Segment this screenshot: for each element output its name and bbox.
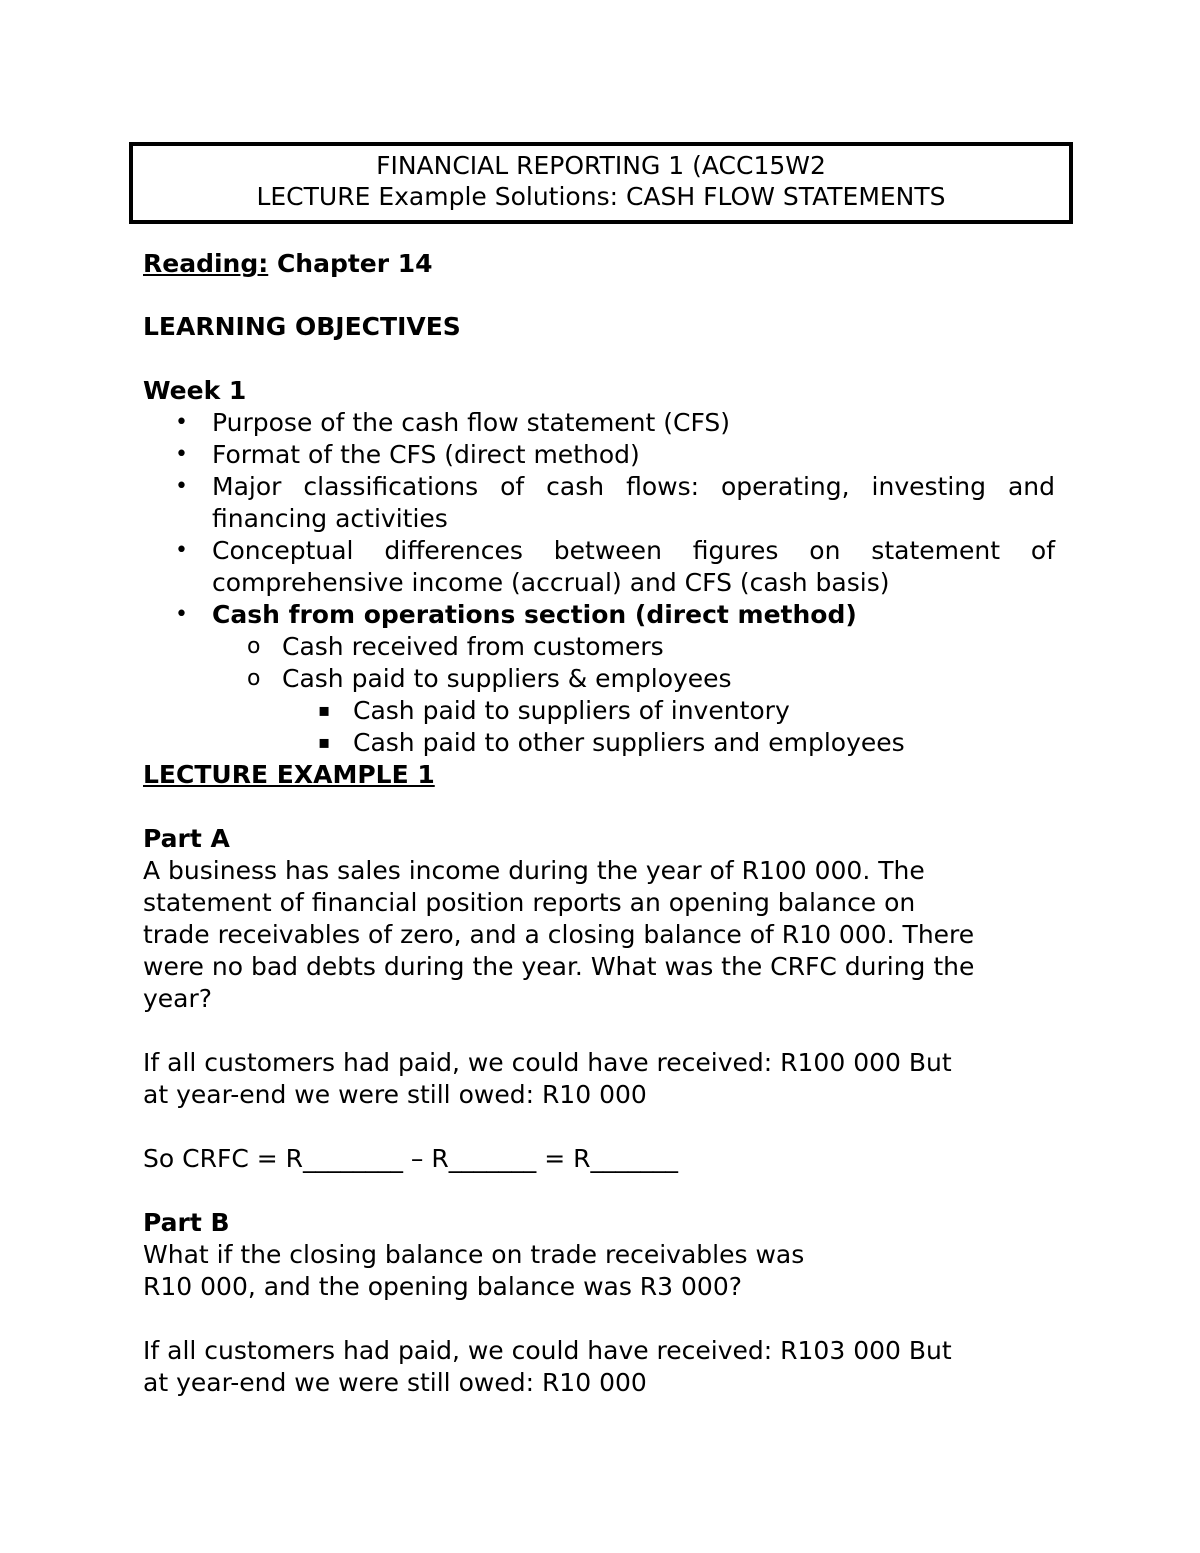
part-a-heading: Part A (143, 824, 230, 853)
circle-bullet-icon: o (247, 666, 261, 691)
part-a-text: A business has sales income during the year of R100 000. The (143, 856, 925, 885)
part-a-text: trade receivables of zero, and a closing balance of R10 000. There (143, 920, 975, 949)
bullet-icon: • (175, 602, 188, 627)
square-bullet-icon: ▪ (318, 700, 331, 721)
reading-line (143, 248, 1055, 280)
list-item: • Major classifications of cash flows: operating, investing and financing activities (175, 472, 1055, 533)
list-item: • Format of the CFS (direct method) (175, 440, 640, 469)
course-title: FINANCIAL REPORTING 1 (ACC15W2 (376, 151, 826, 180)
part-a-text: at year-end we were still owed: R10 000 (143, 1080, 647, 1109)
list-item: o Cash received from customers (247, 632, 664, 661)
bullet-icon: • (175, 442, 188, 467)
part-a-text: statement of financial position reports an opening balance on (143, 888, 916, 917)
list-item: • Cash from operations section (direct method) (175, 600, 857, 629)
part-b-text: If all customers had paid, we could have received: R103 000 But (143, 1336, 952, 1365)
part-b-heading: Part B (143, 1208, 230, 1237)
reading-value: Chapter 14 (268, 249, 433, 278)
suppliers-sublist (143, 695, 1055, 759)
learning-objectives-heading: LEARNING OBJECTIVES (143, 312, 461, 341)
list-item: • Purpose of the cash flow statement (CFS) (175, 408, 731, 437)
part-b-text: at year-end we were still owed: R10 000 (143, 1368, 647, 1397)
list-item: o Cash paid to suppliers & employees (247, 664, 732, 693)
part-a-text: were no bad debts during the year. What was the CRFC during the (143, 952, 975, 981)
list-item: ▪ Cash paid to suppliers of inventory (318, 696, 790, 725)
bullet-icon: • (175, 474, 188, 499)
title-box (129, 142, 1073, 224)
part-a-text: year? (143, 984, 213, 1013)
document-title: LECTURE Example Solutions: CASH FLOW STATEMENTS (256, 182, 946, 211)
list-item: • Conceptual differences between figures on statement of comprehensive income (accrual) and CFS (cash basis) (175, 536, 1055, 597)
objectives-list (143, 407, 1055, 631)
part-a-text: If all customers had paid, we could have received: R100 000 But (143, 1048, 952, 1077)
bullet-icon: • (175, 410, 188, 435)
list-item: ▪ Cash paid to other suppliers and employees (318, 728, 905, 757)
document-body (143, 248, 1055, 1399)
operations-sublist (143, 631, 1055, 695)
circle-bullet-icon: o (247, 634, 261, 659)
reading-label: Reading: (143, 249, 269, 278)
example-heading: LECTURE EXAMPLE 1 (143, 760, 435, 789)
part-b-text: R10 000, and the opening balance was R3 000? (143, 1272, 743, 1301)
week-heading: Week 1 (143, 376, 247, 405)
square-bullet-icon: ▪ (318, 732, 331, 753)
crfc-formula: So CRFC = R________ – R_______ = R_______ (143, 1144, 678, 1173)
part-b-text: What if the closing balance on trade receivables was (143, 1240, 805, 1269)
bullet-icon: • (175, 538, 188, 563)
